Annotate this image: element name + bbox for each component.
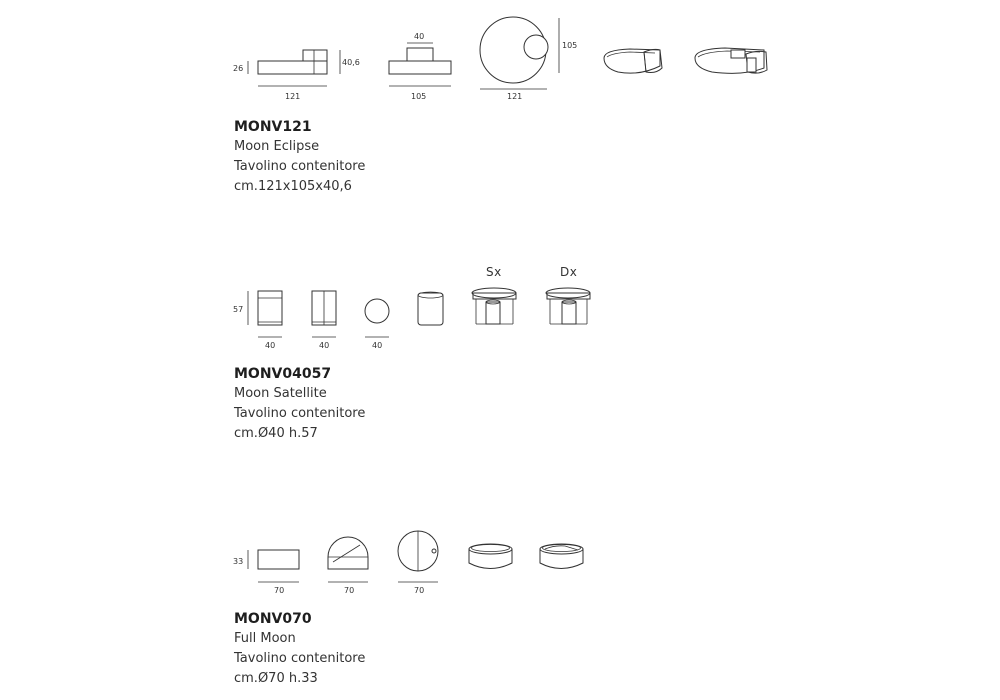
monv04057-width-plan-label: 40 (372, 341, 383, 350)
monv121-perspective-open (695, 48, 767, 73)
product-name: Moon Eclipse (234, 139, 320, 154)
product-type: Tavolino contenitore (234, 159, 366, 174)
product-dimensions: cm.Ø40 h.57 (234, 426, 318, 441)
monv070-plan-view (398, 531, 438, 582)
monv04057-height-label: 57 (233, 305, 244, 314)
product-code: MONV070 (234, 611, 312, 627)
monv04057-width-front-label: 40 (265, 341, 276, 350)
monv070-perspective-open (540, 544, 583, 569)
monv070-width-front-label: 70 (274, 586, 285, 595)
monv070-perspective-closed (469, 544, 512, 569)
product-name: Full Moon (234, 631, 296, 646)
monv070-spec (234, 609, 534, 689)
monv121-depth-plan-label: 105 (562, 41, 578, 50)
variant-dx-label: Dx (560, 265, 578, 279)
product-dimensions: cm.121x105x40,6 (234, 179, 352, 194)
product-code: MONV121 (234, 119, 312, 135)
monv121-height-left-label: 26 (233, 64, 244, 73)
monv121-side-view (389, 43, 451, 86)
product-dimensions: cm.Ø70 h.33 (234, 671, 318, 686)
monv070-side-view (328, 537, 368, 582)
monv121-height-right-label: 40,6 (342, 58, 360, 67)
product-code: MONV04057 (234, 366, 332, 382)
monv04057-front-view (248, 291, 282, 337)
product-name: Moon Satellite (234, 386, 327, 401)
monv070-width-plan-label: 70 (414, 586, 425, 595)
monv070-height-label: 33 (233, 557, 244, 566)
monv121-width-plan-label: 121 (507, 92, 523, 101)
monv04057-side-view (312, 291, 336, 337)
monv121-width-front-label: 121 (285, 92, 301, 101)
monv121-top-width-label: 40 (414, 32, 425, 41)
monv04057-variant-dx (546, 288, 590, 324)
monv04057-perspective (418, 292, 443, 325)
monv121-plan-view (480, 17, 559, 89)
monv121-perspective-closed (604, 49, 662, 73)
monv04057-spec (234, 364, 534, 444)
monv121-width-side-label: 105 (411, 92, 427, 101)
monv121-front-view (248, 50, 340, 86)
monv070-width-side-label: 70 (344, 586, 355, 595)
monv04057-variant-sx (472, 288, 516, 324)
product-type: Tavolino contenitore (234, 406, 366, 421)
variant-sx-label: Sx (486, 265, 502, 279)
product-type: Tavolino contenitore (234, 651, 366, 666)
monv121-spec (234, 117, 534, 197)
monv04057-width-side-label: 40 (319, 341, 330, 350)
monv070-front-view (248, 550, 299, 582)
monv04057-plan-view (365, 299, 389, 337)
